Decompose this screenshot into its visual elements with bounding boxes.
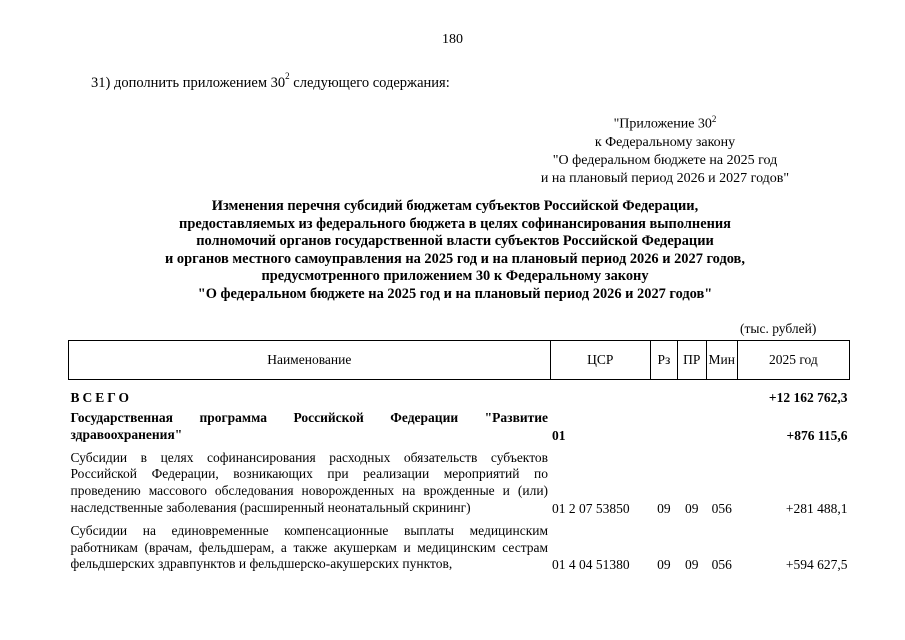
title-line-4: и органов местного самоуправления на 2025 год и на плановый период 2026 и 2027 годов, bbox=[165, 250, 745, 267]
title-line-3: полномочий органов государственной власти субъектов Российской Федерации bbox=[196, 233, 714, 250]
page-number: 180 bbox=[442, 32, 463, 47]
row-min: 056 bbox=[711, 500, 732, 516]
appendix-line-4: и на плановый период 2026 и 2027 годов" bbox=[540, 170, 790, 186]
instruction-text: 31) дополнить приложением 30 bbox=[91, 74, 286, 91]
row-pr: 09 bbox=[685, 557, 699, 573]
header-csr: ЦСР bbox=[550, 341, 650, 380]
row-csr: 01 2 07 53850 bbox=[552, 500, 630, 516]
instruction-superscript: 2 bbox=[285, 71, 290, 81]
total-pr bbox=[677, 380, 706, 407]
total-min bbox=[706, 380, 737, 407]
table-row bbox=[69, 517, 850, 573]
program-csr: 01 bbox=[552, 427, 566, 443]
unit-label: (тыс. рублей) bbox=[740, 321, 817, 336]
program-min bbox=[706, 406, 737, 444]
appendix-line-1 bbox=[520, 110, 810, 134]
document-title bbox=[100, 198, 810, 304]
table-row bbox=[69, 444, 850, 517]
row-value: +594 627,5 bbox=[785, 557, 848, 573]
title-line-2: предоставляемых из федерального бюджета в целях софинансирования выполнения bbox=[179, 215, 731, 232]
title-line-5: предусмотренного приложением 30 к Федеральному закону bbox=[261, 268, 649, 285]
header-name: Наименование bbox=[69, 341, 551, 380]
row-name: Субсидии в целях софинансирования расходных обязательств субъектов Российской Федерации, возникающих при реализации мероприятий по проведению массового обследования новорожденных на врожденные и (или) наследственные заболевания (расширенный неонатальный скрининг) bbox=[70, 449, 549, 515]
total-csr bbox=[550, 380, 650, 407]
total-label: ВСЕГО bbox=[70, 390, 133, 405]
appendix-line-2: к Федеральному закону bbox=[594, 134, 736, 150]
appendix-line-1-text: "Приложение 30 bbox=[613, 116, 712, 132]
appendix-reference bbox=[520, 110, 810, 188]
appendix-line-3: "О федеральном бюджете на 2025 год bbox=[552, 152, 778, 168]
row-min: 056 bbox=[711, 557, 732, 573]
row-csr: 01 4 04 51380 bbox=[552, 557, 630, 573]
program-row bbox=[69, 406, 850, 444]
total-value: +12 162 762,3 bbox=[768, 390, 848, 405]
total-row bbox=[69, 380, 850, 407]
row-rz: 09 bbox=[657, 500, 671, 516]
appendix-superscript: 2 bbox=[711, 114, 717, 124]
instruction-tail: следующего содержания: bbox=[289, 74, 450, 91]
program-value: +876 115,6 bbox=[786, 427, 848, 443]
row-name: Субсидии на единовременные компенсационные выплаты медицинским работникам (врачам, фельдшерам, а также акушеркам и медицинским сестрам фельдшерских здравпунктов и фельдшерско-акушерских пунктов, bbox=[70, 522, 549, 572]
program-rz bbox=[650, 406, 677, 444]
subsidies-table bbox=[68, 340, 850, 573]
row-pr: 09 bbox=[685, 500, 699, 516]
program-name: Государственная программа Российской Федерации "Развитие здравоохранения" bbox=[70, 410, 549, 442]
row-value: +281 488,1 bbox=[785, 500, 848, 516]
header-pr: ПР bbox=[677, 341, 706, 380]
amendment-instruction bbox=[91, 73, 450, 92]
program-pr bbox=[677, 406, 706, 444]
title-line-1: Изменения перечня субсидий бюджетам субъектов Российской Федерации, bbox=[211, 198, 699, 214]
total-rz bbox=[650, 380, 677, 407]
header-year: 2025 год bbox=[737, 341, 849, 380]
table-header-row bbox=[69, 341, 850, 380]
header-min: Мин bbox=[706, 341, 737, 380]
title-line-6: "О федеральном бюджете на 2025 год и на плановый период 2026 и 2027 годов" bbox=[197, 285, 713, 302]
header-rz: Рз bbox=[650, 341, 677, 380]
row-rz: 09 bbox=[657, 557, 671, 573]
